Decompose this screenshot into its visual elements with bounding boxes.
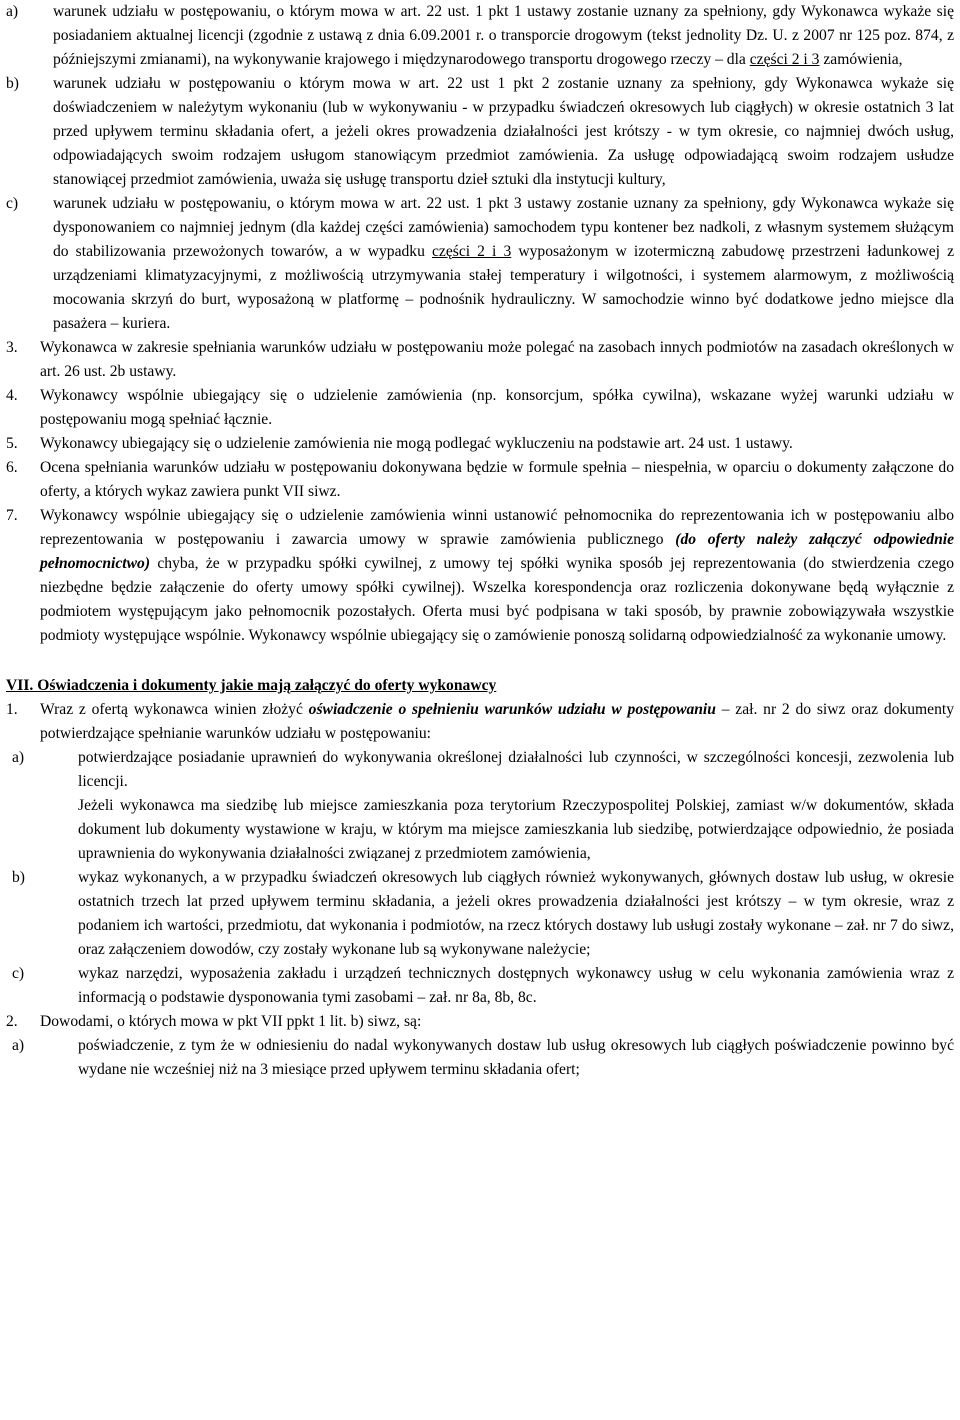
vii-item-1c-text: wykaz narzędzi, wyposażenia zakładu i urządzeń technicznych dostępnych wykonawcy usług w celu wykonania zamówienia wraz z informacją o podstawie dysponowania tymi zasobami – zał. nr 8a, 8b, 8c. — [78, 965, 954, 1006]
emphasis-declaration: oświadczenie o spełnieniu warunków udziału w postępowaniu — [308, 701, 716, 718]
list-marker: 3. — [6, 339, 18, 356]
condition-a-text: warunek udziału w postępowaniu, o którym mowa w art. 22 ust. 1 pkt 1 ustawy zostanie uznany za spełniony, gdy Wykonawca wykaże się posiadaniem aktualnej licencji (zgodnie z ustawą z dnia 6.09.2001 r. o transporcie drogowym (tekst jednolity Dz. U. z 2007 nr 125 poz. 874, z późniejszymi zmianami), na wykonywanie krajowego i międzynarodowego transportu drogowego rzeczy – dla części 2 i 3 zamówienia, — [53, 3, 954, 68]
vii-item-1c — [6, 962, 954, 1010]
vii-item-1a-continuation: Jeżeli wykonawca ma siedzibę lub miejsce zamieszkania poza terytorium Rzeczypospolitej Polskiej, zamiast w/w dokumentów, składa dokument lub dokumenty wystawione w kraju, w którym ma miejsce zamieszkania lub siedzibę, potwierdzające odpowiednio, że posiada uprawnienia do wykonywania działalności związanej z przedmiotem zamówienia, — [78, 797, 954, 862]
condition-c-text: warunek udziału w postępowaniu, o którym mowa w art. 22 ust. 1 pkt 3 ustawy zostanie uznany za spełniony, gdy Wykonawca wykaże się dysponowaniem co najmniej jednym (dla każdej części zamówienia) samochodem typu kontener bez nadkoli, z własnym systemem służącym do stabilizowania przewożonych towarów, a w wypadku części 2 i 3 wyposażonym w izotermiczną zabudowę przestrzeni ładunkowej z urządzeniami klimatyzacyjnymi, z możliwością utrzymywania stałej temperatury i wilgotności, i systemem alarmowym, z możliwością mocowania skrzyń do burt, wyposażoną w platformę – podnośnik hydrauliczny. W samochodzie winno być dodatkowe jedno miejsce dla pasażera – kuriera. — [53, 195, 955, 332]
list-marker: 6. — [6, 459, 18, 476]
item-4-text: Wykonawcy wspólnie ubiegający się o udzielenie zamówienia (np. konsorcjum, spółka cywilna), wskazane wyżej warunki udziału w postępowaniu mogą spełniać łącznie. — [40, 387, 954, 428]
vii-item-1b — [6, 866, 954, 962]
vii-item-1b-text: wykaz wykonanych, a w przypadku świadczeń okresowych lub ciągłych również wykonywanych, głównych dostaw lub usług, w okresie ostatnich trzech lat przed upływem terminu składania, a jeżeli okres prowadzenia działalności jest krótszy – w tym okresie, wraz z podaniem ich wartości, przedmiotu, dat wykonania i podmiotów, na rzecz których dostawy lub usługi zostały wykonane – zał. nr 7 do siwz, oraz załączeniem dowodów, czy zostały wykonane lub są wykonywane należycie; — [78, 869, 954, 958]
condition-c — [6, 192, 954, 336]
section-heading-vii: VII. Oświadczenia i dokumenty jakie mają załączyć do oferty wykonawcy — [6, 677, 497, 694]
list-marker: 5. — [6, 435, 18, 452]
vii-item-1-text: Wraz z ofertą wykonawca winien złożyć oświadczenie o spełnieniu warunków udziału w postępowaniu – zał. nr 2 do siwz oraz dokumenty potwierdzające spełnianie warunków udziału w postępowaniu: — [40, 701, 954, 742]
item-5-text: Wykonawcy ubiegający się o udzielenie zamówienia nie mogą podlegać wykluczeniu na podstawie art. 24 ust. 1 ustawy. — [40, 435, 793, 452]
list-marker: a) — [6, 3, 19, 20]
item-3 — [6, 336, 954, 384]
condition-a — [6, 0, 954, 72]
list-marker: 4. — [6, 387, 18, 404]
item-6-text: Ocena spełniania warunków udziału w postępowaniu dokonywana będzie w formule spełnia – niespełnia, w oparciu o dokumenty załączone do oferty, a których wykaz zawiera punkt VII siwz. — [40, 459, 954, 500]
list-marker: a) — [12, 749, 25, 766]
vii-item-1 — [6, 698, 954, 746]
item-7 — [6, 504, 954, 648]
list-marker: b) — [6, 75, 19, 92]
list-marker: 2. — [6, 1013, 18, 1030]
vii-item-1a — [6, 746, 954, 866]
item-3-text: Wykonawca w zakresie spełniania warunków udziału w postępowaniu może polegać na zasobach innych podmiotów na zasadach określonych w art. 26 ust. 2b ustawy. — [40, 339, 954, 380]
item-6 — [6, 456, 954, 504]
vii-item-2a — [6, 1034, 954, 1082]
list-marker: b) — [12, 869, 25, 886]
vii-item-1a-text: potwierdzające posiadanie uprawnień do wykonywania określonej działalności lub czynności, w szczególności koncesji, zezwolenia lub licencji. Jeżeli wykonawca ma siedzibę lub miejsce zamieszkania poza terytorium Rzeczypospolitej Polskiej, zamiast w/w dokumentów, składa dokument lub dokumenty wystawione w kraju, w którym ma miejsce zamieszkania lub siedzibę, potwierdzające odpowiednio, że posiada uprawnienia do wykonywania działalności związanej z przedmiotem zamówienia, — [78, 746, 954, 866]
item-5 — [6, 432, 954, 456]
list-marker: a) — [12, 1037, 25, 1054]
item-4 — [6, 384, 954, 432]
vii-item-2-text: Dowodami, o których mowa w pkt VII ppkt 1 lit. b) siwz, są: — [40, 1013, 422, 1030]
list-marker: 7. — [6, 507, 18, 524]
item-7-text: Wykonawcy wspólnie ubiegający się o udzielenie zamówienia winni ustanowić pełnomocnika do reprezentowania ich w postępowaniu albo reprezentowania w postępowaniu i zawarcia umowy w sprawie zamówienia publicznego (do oferty należy załączyć odpowiednie pełnomocnictwo) chyba, że w przypadku spółki cywilnej, z umowy tej spółki wynika sposób jej reprezentowania (do stwierdzenia czego niezbędne będzie załączenie do oferty umowy spółki cywilnej). Wszelka korespondencja oraz rozliczenia dokonywane będą wyłącznie z podmiotem występującym jako pełnomocnik pozostałych. Oferta musi być podpisana w taki sposób, by prawnie zobowiązywała wszystkie podmioty występujące wspólnie. Wykonawcy wspólnie ubiegający się o zamówienie ponoszą solidarną odpowiedzialność za wykonanie umowy. — [40, 507, 955, 644]
condition-b-text: warunek udziału w postępowaniu o którym mowa w art. 22 ust 1 pkt 2 zostanie uznany za spełniony, gdy Wykonawca wykaże się doświadczeniem w należytym wykonaniu (lub w wykonywaniu - w przypadku świadczeń okresowych lub ciągłych) w okresie ostatnich 3 lat przed upływem terminu składania ofert, a jeżeli okres prowadzenia działalności jest krótszy - w tym okresie, co najmniej dwóch usług, odpowiadających swoim rodzajem usługom stanowiącym przedmiot zamówienia. Za usługę odpowiadającą swoim rodzajem usłudze stanowiącej przedmiot zamówienia, uważa się usługę transportu dzieł sztuki dla instytucji kultury, — [53, 75, 954, 188]
list-marker: c) — [12, 965, 25, 982]
list-marker: 1. — [6, 701, 18, 718]
emphasis-power-of-attorney: (do oferty należy załączyć odpowiednie pełnomocnictwo) — [40, 531, 955, 572]
list-marker: c) — [6, 195, 19, 212]
condition-b — [6, 72, 954, 192]
vii-item-2a-text: poświadczenie, z tym że w odniesieniu do nadal wykonywanych dostaw lub usług okresowych lub ciągłych poświadczenie powinno być wydane nie wcześniej niż na 3 miesiące przed upływem terminu składania ofert; — [78, 1037, 954, 1078]
vii-item-2 — [6, 1010, 954, 1034]
